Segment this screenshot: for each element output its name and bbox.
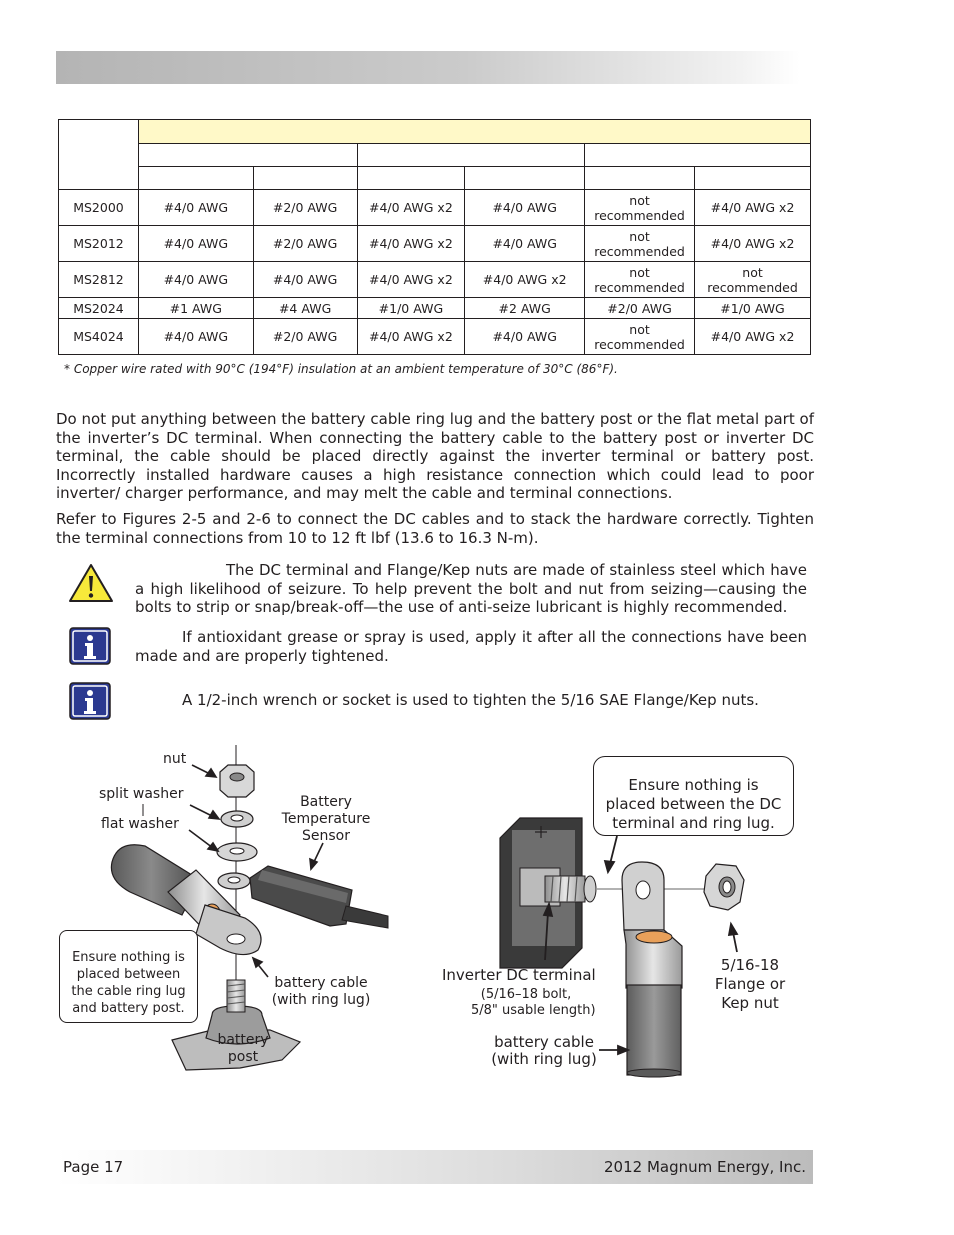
label-battery-cable-right: battery cable (with ring lug) — [491, 1033, 597, 1068]
table-cell: #4 AWG — [253, 298, 357, 319]
table-header-group — [138, 144, 357, 167]
caution-text: The DC terminal and Flange/Kep nuts are made of stainless steel which have a high likelihood of seizure. To help prevent the bolt and nut from seizing—causing the bolts to strip or snap/break-off—the use of anti-seize lubricant is highly recommended. — [135, 561, 807, 616]
table-row — [59, 298, 811, 319]
table-cell: #2/0 AWG — [253, 190, 357, 226]
table-cell-model: MS2812 — [59, 262, 139, 298]
info-text-grease: If antioxidant grease or spray is used, apply it after all the connections have been made and are properly tightened. — [135, 628, 807, 665]
footer-copyright: 2012 Magnum Energy, Inc. — [604, 1158, 806, 1176]
page-number: Page 17 — [63, 1158, 124, 1176]
label-kep-nut: 5/16-18 Flange or Kep nut — [714, 956, 786, 1012]
table-cell: #4/0 AWG — [465, 226, 585, 262]
callout-box-dc-terminal: Ensure nothing is placed between the DC terminal and ring lug. — [593, 756, 794, 836]
caution-icon — [68, 562, 114, 604]
label-nut: nut — [163, 751, 187, 767]
table-header-cell — [357, 167, 465, 190]
table-cell: #4/0 AWG — [138, 190, 253, 226]
table-row — [59, 226, 811, 262]
table-cell: #2 AWG — [465, 298, 585, 319]
paragraph-torque: Refer to Figures 2-5 and 2-6 to connect the DC cables and to stack the hardware correctly. Tighten the terminal connections from 10 to 12 ft lbf (13.6 to 16.3 N-m). — [56, 510, 814, 547]
table-body — [59, 190, 811, 355]
table-header-cell — [695, 167, 811, 190]
table-header-cell — [585, 167, 695, 190]
info-icon — [69, 682, 111, 720]
table-cell: #4/0 AWG — [138, 319, 253, 355]
table-cell: not recommended — [585, 262, 695, 298]
table-cell-model: MS2012 — [59, 226, 139, 262]
table-header-cell — [465, 167, 585, 190]
table-cell: #4/0 AWG — [465, 190, 585, 226]
table-cell: #2/0 AWG — [585, 298, 695, 319]
table-header-cell — [138, 167, 253, 190]
label-flat-washer: flat washer — [101, 816, 179, 832]
table-header-model — [59, 120, 139, 190]
info-icon — [69, 627, 111, 665]
table-header-top — [138, 120, 810, 144]
table-row — [59, 262, 811, 298]
table-cell: #4/0 AWG x2 — [695, 226, 811, 262]
table-cell: #4/0 AWG x2 — [695, 319, 811, 355]
table-cell: #4/0 AWG x2 — [465, 262, 585, 298]
table-header-group — [357, 144, 585, 167]
table-cell: #4/0 AWG x2 — [357, 262, 465, 298]
paragraph-hardware-warning: Do not put anything between the battery cable ring lug and the battery post or the flat metal part of the inverter’s DC terminal. When connecting the battery cable to the battery post or inverter DC terminal, the cable should be placed directly against the inverter terminal or battery post. Incorrectly installed hardware causes a high resistance connection which could lead to poor inverter/ charger performance, and may melt the cable and terminal connections. — [56, 410, 814, 502]
table-cell: not recommended — [695, 262, 811, 298]
label-temperature-sensor: Battery Temperature Sensor — [281, 794, 371, 844]
hardware-stack-illustration — [0, 730, 954, 1090]
cable-size-table — [58, 119, 811, 355]
label-terminal-spec: (5/16–18 bolt, 5/8" usable length) — [471, 987, 596, 1018]
table-cell: #1/0 AWG — [357, 298, 465, 319]
info-text-wrench: A 1/2-inch wrench or socket is used to tighten the 5/16 SAE Flange/Kep nuts. — [182, 691, 759, 709]
table-row — [59, 319, 811, 355]
label-split-washer: split washer — [99, 786, 184, 802]
table-cell: #4/0 AWG x2 — [357, 190, 465, 226]
label-battery-post: battery post — [217, 1032, 269, 1065]
table-cell: not recommended — [585, 226, 695, 262]
table-cell: #1 AWG — [138, 298, 253, 319]
table-row — [59, 190, 811, 226]
table-footnote: * Copper wire rated with 90°C (194°F) insulation at an ambient temperature of 30°C (86°F). — [64, 362, 618, 376]
table-header-cell — [253, 167, 357, 190]
table-cell: #2/0 AWG — [253, 226, 357, 262]
label-inverter-dc-terminal: Inverter DC terminal — [442, 966, 596, 984]
table-cell: #4/0 AWG — [253, 262, 357, 298]
table-cell: not recommended — [585, 319, 695, 355]
table-cell: #1/0 AWG — [695, 298, 811, 319]
table-cell: not recommended — [585, 190, 695, 226]
callout-box-battery-post: Ensure nothing is placed between the cable ring lug and battery post. — [59, 930, 198, 1023]
table-cell-model: MS2000 — [59, 190, 139, 226]
table-cell-model: MS2024 — [59, 298, 139, 319]
table-cell: #4/0 AWG x2 — [357, 319, 465, 355]
table-header-group — [585, 144, 811, 167]
table-cell-model: MS4024 — [59, 319, 139, 355]
table-cell: #2/0 AWG — [253, 319, 357, 355]
table-cell: #4/0 AWG — [138, 226, 253, 262]
table-cell: #4/0 AWG — [138, 262, 253, 298]
table-cell: #4/0 AWG x2 — [695, 190, 811, 226]
page-header-bar — [56, 51, 800, 84]
table-cell: #4/0 AWG — [465, 319, 585, 355]
label-battery-cable-left: battery cable (with ring lug) — [271, 975, 371, 1008]
table-cell: #4/0 AWG x2 — [357, 226, 465, 262]
